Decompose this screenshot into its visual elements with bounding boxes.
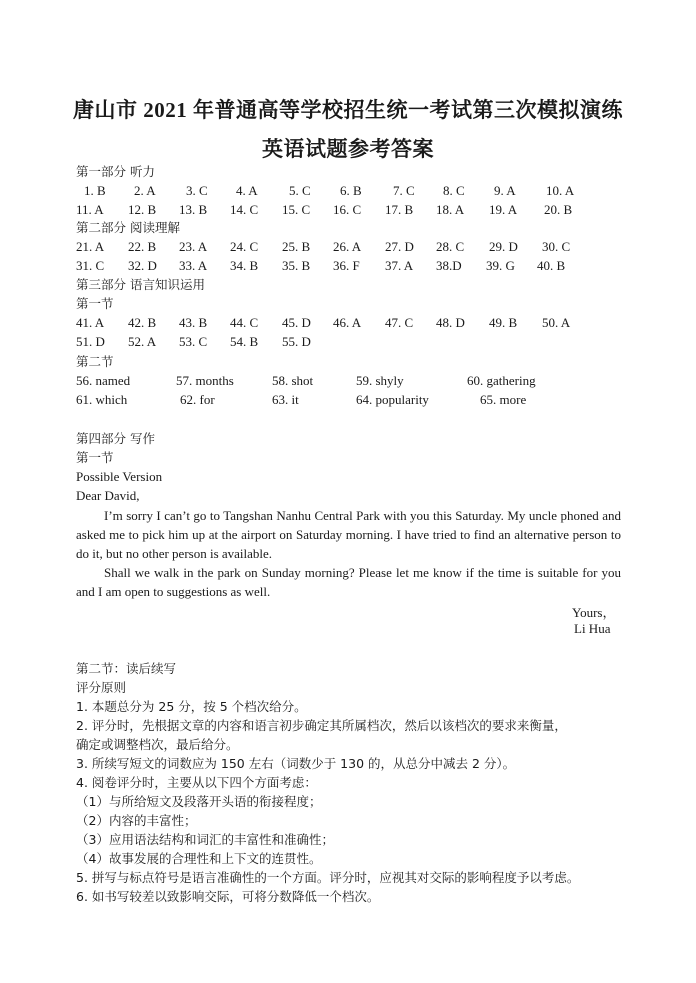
part4-section1-heading: 第一节 [76,450,114,465]
answer-cell: 4. A [236,183,258,198]
answer-cell: 11. A [76,202,104,217]
answer-cell: 62. for [180,392,215,407]
answer-cell: 6. B [340,183,362,198]
answer-cell: 58. shot [272,373,314,388]
answer-cell: 42. B [128,315,157,330]
criteria-item: 4. 阅卷评分时，主要从以下四个方面考虑： [76,775,317,790]
answer-row [76,238,636,257]
part4-section2-heading: 第二节：读后续写 [76,661,177,676]
answer-cell: 45. D [282,315,311,330]
answer-cell: 63. it [272,392,299,407]
letter-signature: Li Hua [574,621,611,636]
answer-cell: 19. A [489,202,518,217]
answer-cell: 61. which [76,392,128,407]
answer-cell: 24. C [230,239,259,254]
answer-cell: 60. gathering [467,373,536,388]
answer-cell: 7. C [393,183,415,198]
part3-answers [76,314,636,352]
letter-salutation: Dear David, [76,488,140,503]
answer-row [76,314,636,333]
criteria-item: （4）故事发展的合理性和上下文的连贯性。 [76,851,322,866]
answer-cell: 38.D [436,258,462,273]
answer-cell: 21. A [76,239,105,254]
answer-cell: 14. C [230,202,259,217]
answer-cell: 9. A [494,183,516,198]
answer-row [76,372,636,391]
answer-cell: 2. A [134,183,156,198]
answer-cell: 64. popularity [356,392,429,407]
answer-row [76,333,636,352]
answer-cell: 15. C [282,202,311,217]
answer-cell: 56. named [76,373,131,388]
exam-subtitle: 英语试题参考答案 [262,137,434,161]
criteria-item: 1. 本题总分为 25 分，按 5 个档次给分。 [76,699,307,714]
answer-cell: 10. A [546,183,575,198]
answer-cell: 37. A [385,258,414,273]
answer-cell: 49. B [489,315,518,330]
answer-cell: 40. B [537,258,566,273]
letter-closing: Yours， [572,605,616,620]
answer-cell: 65. more [480,392,527,407]
answer-cell: 51. D [76,334,105,349]
part4-heading: 第四部分 写作 [76,431,155,446]
version-label: Possible Version [76,469,163,484]
answer-cell: 30. C [542,239,571,254]
answer-cell: 26. A [333,239,362,254]
letter-paragraph: Shall we walk in the park on Sunday morning? Please let me know if the time is suitable for you and I am open to suggestions as well. [76,565,621,599]
part1-answers [76,182,636,220]
letter-paragraph: I’m sorry I can’t go to Tangshan Nanhu Central Park with you this Saturday. My uncle phoned and asked me to pick him up at the airport on Saturday morning. I have tried to find an alternative person to do it, but no other person is available. [76,508,621,561]
answer-cell: 35. B [282,258,311,273]
criteria-heading: 评分原则 [76,680,127,695]
answer-cell: 54. B [230,334,259,349]
answer-cell: 29. D [489,239,518,254]
answer-cell: 31. C [76,258,105,273]
answer-cell: 3. C [186,183,208,198]
criteria-item: 2. 评分时，先根据文章的内容和语言初步确定其所属档次，然后以该档次的要求来衡量， [76,718,567,733]
part1-heading: 第一部分 听力 [76,164,155,179]
answer-cell: 32. D [128,258,157,273]
criteria-item: 5. 拼写与标点符号是语言准确性的一个方面。评分时，应视其对交际的影响程度予以考虑。 [76,870,580,885]
criteria-item: （3）应用语法结构和词汇的丰富性和准确性； [76,832,334,847]
answer-cell: 55. D [282,334,311,349]
answer-cell: 41. A [76,315,105,330]
criteria-item: 确定或调整档次，最后给分。 [76,737,239,752]
answer-cell: 44. C [230,315,259,330]
answer-cell: 34. B [230,258,259,273]
answer-cell: 8. C [443,183,465,198]
part3-section1-heading: 第一节 [76,296,114,311]
answer-cell: 53. C [179,334,208,349]
answer-cell: 47. C [385,315,414,330]
answer-cell: 25. B [282,239,311,254]
answer-cell: 36. F [333,258,360,273]
answer-cell: 28. C [436,239,465,254]
answer-cell: 48. D [436,315,465,330]
answer-cell: 5. C [289,183,311,198]
answer-cell: 50. A [542,315,571,330]
answer-cell: 12. B [128,202,157,217]
answer-cell: 18. A [436,202,465,217]
answer-row [76,201,636,220]
answer-cell: 20. B [544,202,573,217]
answer-cell: 46. A [333,315,362,330]
answer-cell: 52. A [128,334,157,349]
part3-section2-heading: 第二节 [76,354,114,369]
criteria-item: 3. 所续写短文的词数应为 150 左右（词数少于 130 的，从总分中减去 2 分）。 [76,756,516,771]
answer-cell: 13. B [179,202,208,217]
answer-cell: 57. months [176,373,234,388]
answer-cell: 27. D [385,239,414,254]
exam-title: 唐山市 2021 年普通高等学校招生统一考试第三次模拟演练 [73,98,623,122]
answer-cell: 59. shyly [356,373,404,388]
answer-cell: 22. B [128,239,157,254]
criteria-item: 6. 如书写较差以致影响交际，可将分数降低一个档次。 [76,889,380,904]
part2-answers [76,238,636,276]
answer-cell: 23. A [179,239,208,254]
part3-heading: 第三部分 语言知识运用 [76,277,205,292]
answer-cell: 43. B [179,315,208,330]
criteria-item: （1）与所给短文及段落开头语的衔接程度； [76,794,322,809]
answer-cell: 17. B [385,202,414,217]
criteria-item: （2）内容的丰富性； [76,813,197,828]
answer-row [76,182,636,201]
answer-cell: 16. C [333,202,362,217]
part3-fill-answers [76,372,636,410]
answer-cell: 33. A [179,258,208,273]
part2-heading: 第二部分 阅读理解 [76,220,180,235]
answer-row [76,391,636,410]
answer-row [76,257,636,276]
answer-cell: 39. G [486,258,515,273]
answer-cell: 1. B [84,183,106,198]
